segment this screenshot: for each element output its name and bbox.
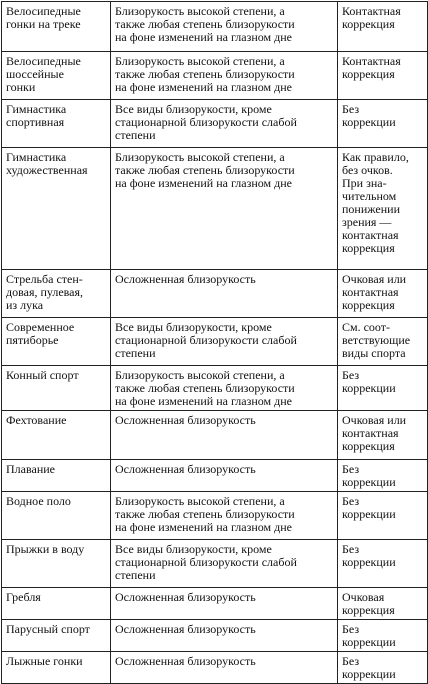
- correction-cell: Без коррекции: [338, 540, 428, 588]
- condition-cell: Осложненная близорукость: [111, 620, 338, 652]
- table-row: [2, 460, 428, 492]
- condition-cell: Все виды близорукости, кроме стационарной близорукости слабой степени: [111, 540, 338, 588]
- condition-cell: Осложненная близорукость: [111, 652, 338, 684]
- correction-cell: Без коррекции: [338, 492, 428, 540]
- sport-cell: Гимнастика спортивная: [2, 100, 111, 148]
- sport-cell: Велосипедные гонки на треке: [2, 2, 111, 52]
- condition-cell: Осложненная близорукость: [111, 460, 338, 492]
- correction-cell: Без коррекции: [338, 620, 428, 652]
- sport-cell: Прыжки в воду: [2, 540, 111, 588]
- sport-cell: Гребля: [2, 588, 111, 620]
- sport-cell: Гимнастика художественная: [2, 148, 111, 270]
- table-row: [2, 100, 428, 148]
- correction-cell: Очковая или контактная коррекция: [338, 411, 428, 460]
- table-row: [2, 318, 428, 366]
- sport-cell: Стрельба стен- довая, пулевая, из лука: [2, 270, 111, 318]
- sport-cell: Лыжные гонки: [2, 652, 111, 684]
- condition-cell: Близорукость высокой степени, а также любая степень близорукости на фоне изменений на глазном дне: [111, 148, 338, 270]
- table-row: [2, 366, 428, 411]
- condition-cell: Осложненная близорукость: [111, 270, 338, 318]
- myopia-sports-table: [1, 1, 428, 684]
- table-row: [2, 540, 428, 588]
- table-row: [2, 411, 428, 460]
- sport-cell: Водное поло: [2, 492, 111, 540]
- condition-cell: Осложненная близорукость: [111, 588, 338, 620]
- sport-cell: Велосипедные шоссейные гонки: [2, 52, 111, 100]
- correction-cell: Без коррекции: [338, 460, 428, 492]
- sport-cell: Фехтование: [2, 411, 111, 460]
- correction-cell: Контактная коррекция: [338, 52, 428, 100]
- correction-cell: Контактная коррекция: [338, 2, 428, 52]
- condition-cell: Все виды близорукости, кроме стационарной близорукости слабой степени: [111, 318, 338, 366]
- sport-cell: Современное пятиборье: [2, 318, 111, 366]
- condition-cell: Близорукость высокой степени, а также любая степень близорукости на фоне изменений на глазном дне: [111, 492, 338, 540]
- table-row: [2, 270, 428, 318]
- table-row: [2, 148, 428, 270]
- table-row: [2, 2, 428, 52]
- condition-cell: Близорукость высокой степени, а также любая степень близорукости на фоне изменений на глазном дне: [111, 366, 338, 411]
- sport-cell: Парусный спорт: [2, 620, 111, 652]
- table-row: [2, 52, 428, 100]
- sport-cell: Конный спорт: [2, 366, 111, 411]
- condition-cell: Близорукость высокой степени, а также любая степень близорукости на фоне изменений на глазном дне: [111, 2, 338, 52]
- correction-cell: Без коррекции: [338, 366, 428, 411]
- correction-cell: Как правило, без очков. При зна- чительном понижении зрения — контактная коррекция: [338, 148, 428, 270]
- table-row: [2, 620, 428, 652]
- table-row: [2, 588, 428, 620]
- sport-cell: Плавание: [2, 460, 111, 492]
- correction-cell: Очковая или контактная коррекция: [338, 270, 428, 318]
- condition-cell: Осложненная близорукость: [111, 411, 338, 460]
- correction-cell: Без коррекции: [338, 652, 428, 684]
- condition-cell: Все виды близорукости, кроме стационарной близорукости слабой степени: [111, 100, 338, 148]
- condition-cell: Близорукость высокой степени, а также любая степень близорукости на фоне изменений на глазном дне: [111, 52, 338, 100]
- table-row: [2, 492, 428, 540]
- correction-cell: См. соот- ветствующие виды спорта: [338, 318, 428, 366]
- correction-cell: Без коррекции: [338, 100, 428, 148]
- table-row: [2, 652, 428, 684]
- correction-cell: Очковая коррекция: [338, 588, 428, 620]
